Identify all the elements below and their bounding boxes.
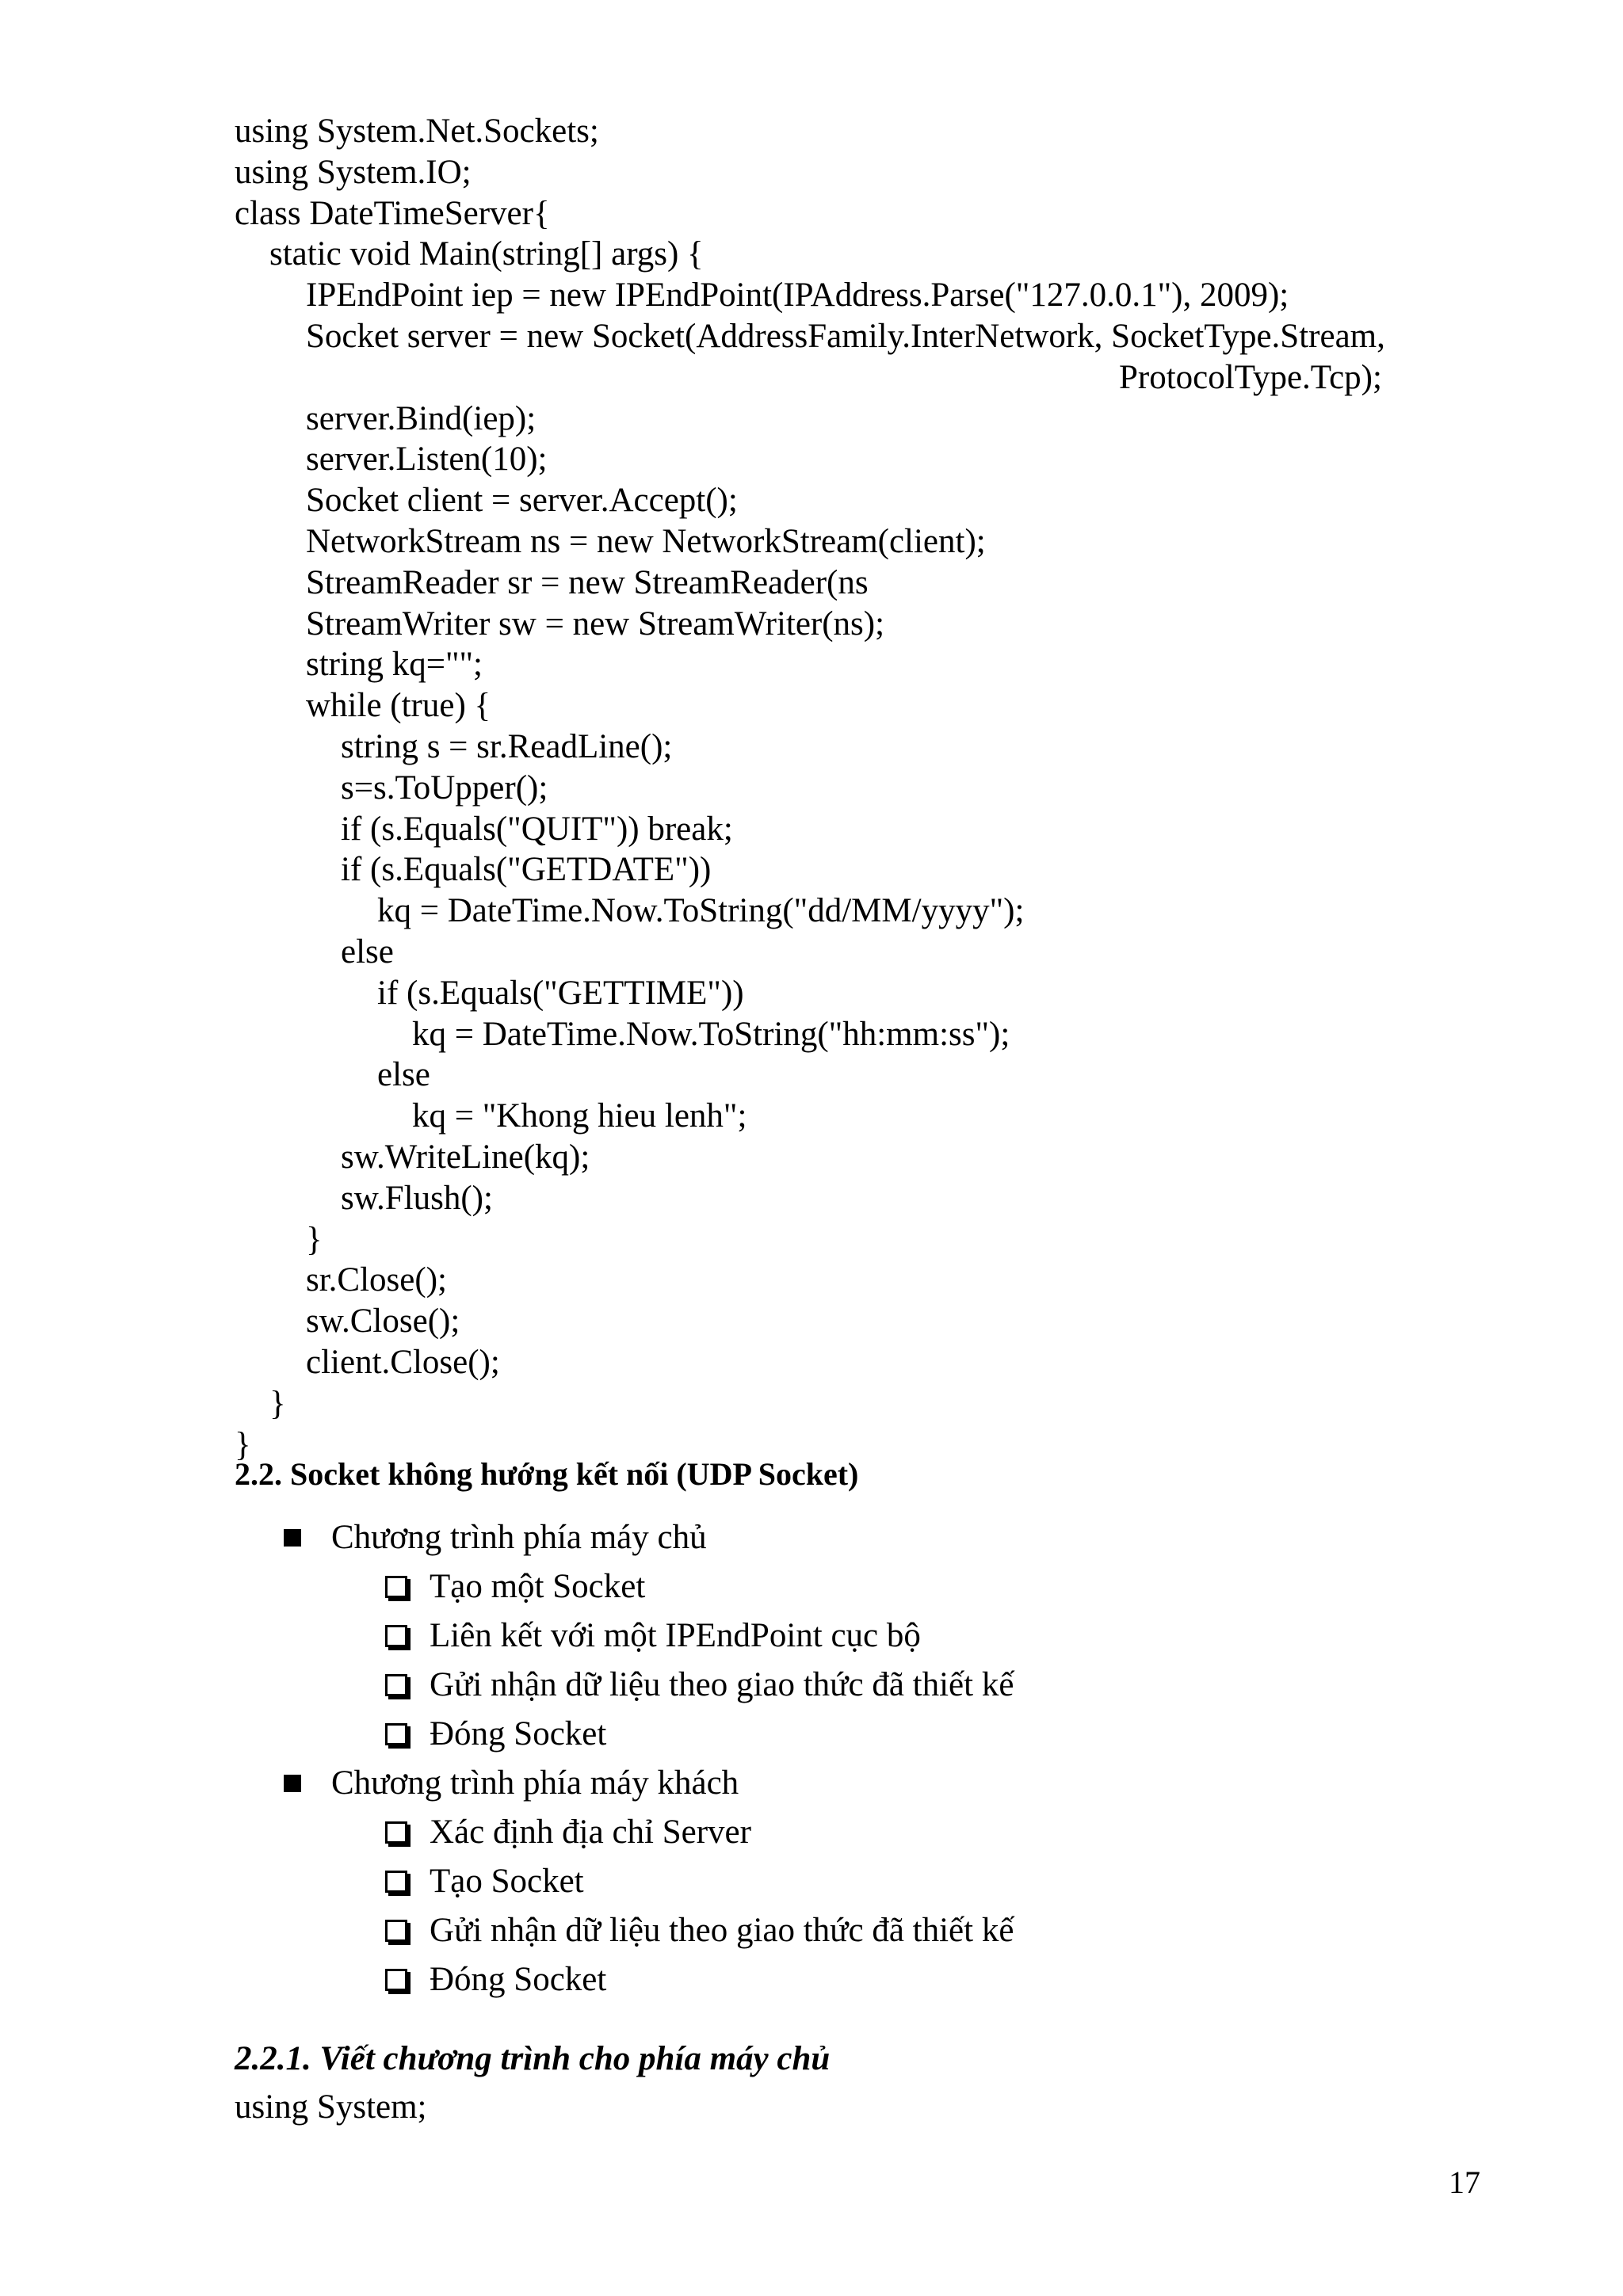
code-line: server.Bind(iep); [306,399,537,437]
code-line: sw.WriteLine(kq); [341,1138,590,1176]
server-program-title: Chương trình phía máy chủ [331,1519,707,1556]
code-line: server.Listen(10); [306,441,548,479]
code-line: static void Main(string[] args) { [269,235,704,273]
list-item-text: Đóng Socket [430,1961,607,1998]
client-program-item [284,1764,739,1803]
code-line: Socket server = new Socket(AddressFamily.InterNetwork, SocketType.Stream, [306,317,1385,355]
code-line: using System; [235,2088,427,2126]
code-line: s=s.ToUpper(); [341,769,548,807]
code-line: NetworkStream ns = new NetworkStream(client); [306,522,986,560]
list-item-text: Liên kết với một IPEndPoint cục bộ [430,1617,921,1654]
checkbox-bullet-icon [385,1625,407,1647]
code-line: kq = DateTime.Now.ToString("dd/MM/yyyy"); [377,892,1025,930]
list-item [385,1911,1014,1951]
list-item [385,1960,606,2000]
subsection-heading: 2.2.1. Viết chương trình cho phía máy chủ [235,2040,831,2077]
code-line: using System.Net.Sockets; [235,113,599,150]
code-line: if (s.Equals("GETTIME")) [377,974,744,1012]
code-line: while (true) { [306,687,491,725]
code-line: StreamWriter sw = new StreamWriter(ns); [306,605,885,643]
list-item [385,1665,1014,1705]
list-item-text: Tạo một Socket [430,1568,646,1605]
code-line: client.Close(); [306,1343,500,1381]
list-item [385,1616,921,1656]
code-line: StreamReader sr = new StreamReader(ns [306,563,869,601]
square-bullet-icon [284,1529,301,1547]
list-item [385,1567,645,1607]
code-line: IPEndPoint iep = new IPEndPoint(IPAddress.Parse("127.0.0.1"), 2009); [306,277,1289,315]
checkbox-bullet-icon [385,1576,407,1598]
list-item-text: Tạo Socket [430,1863,584,1900]
code-line: sw.Close(); [306,1302,460,1341]
checkbox-bullet-icon [385,1969,407,1991]
list-item-text: Gửi nhận dữ liệu theo giao thức đã thiết kế [430,1912,1014,1949]
checkbox-bullet-icon [385,1920,407,1942]
code-line: sr.Close(); [306,1261,447,1299]
code-line: ProtocolType.Tcp); [1119,358,1382,396]
code-line: kq = DateTime.Now.ToString("hh:mm:ss"); [412,1015,1010,1053]
list-item [385,1714,606,1754]
code-line: string s = sr.ReadLine(); [341,727,673,765]
code-line: if (s.Equals("GETDATE")) [341,851,712,889]
checkbox-bullet-icon [385,1674,407,1696]
code-line: else [377,1056,430,1094]
code-listing [235,111,1385,1465]
server-program-item [284,1518,707,1558]
page-number: 17 [1449,2164,1480,2200]
code-line: Socket client = server.Accept(); [306,482,738,520]
client-program-title: Chương trình phía máy khách [331,1764,739,1802]
code-line: using System.IO; [235,153,472,191]
list-item [385,1862,584,1901]
code-line: class DateTimeServer{ [235,194,550,232]
checkbox-bullet-icon [385,1723,407,1745]
list-item-text: Xác định địa chỉ Server [430,1814,751,1851]
code-line: sw.Flush(); [341,1179,493,1217]
list-item [385,1813,751,1852]
code-line: string kq=""; [306,646,483,684]
code-line: } [269,1384,286,1422]
checkbox-bullet-icon [385,1871,407,1893]
square-bullet-icon [284,1775,301,1792]
list-item-text: Đóng Socket [430,1715,607,1753]
code-line: } [306,1220,323,1258]
code-line: kq = "Khong hieu lenh"; [412,1097,747,1135]
code-line: else [341,933,394,971]
code-line: if (s.Equals("QUIT")) break; [341,810,733,848]
checkbox-bullet-icon [385,1821,407,1844]
section-heading: 2.2. Socket không hướng kết nối (UDP Socket) [235,1456,859,1492]
code-line: } [235,1425,251,1463]
list-item-text: Gửi nhận dữ liệu theo giao thức đã thiết kế [430,1666,1014,1703]
